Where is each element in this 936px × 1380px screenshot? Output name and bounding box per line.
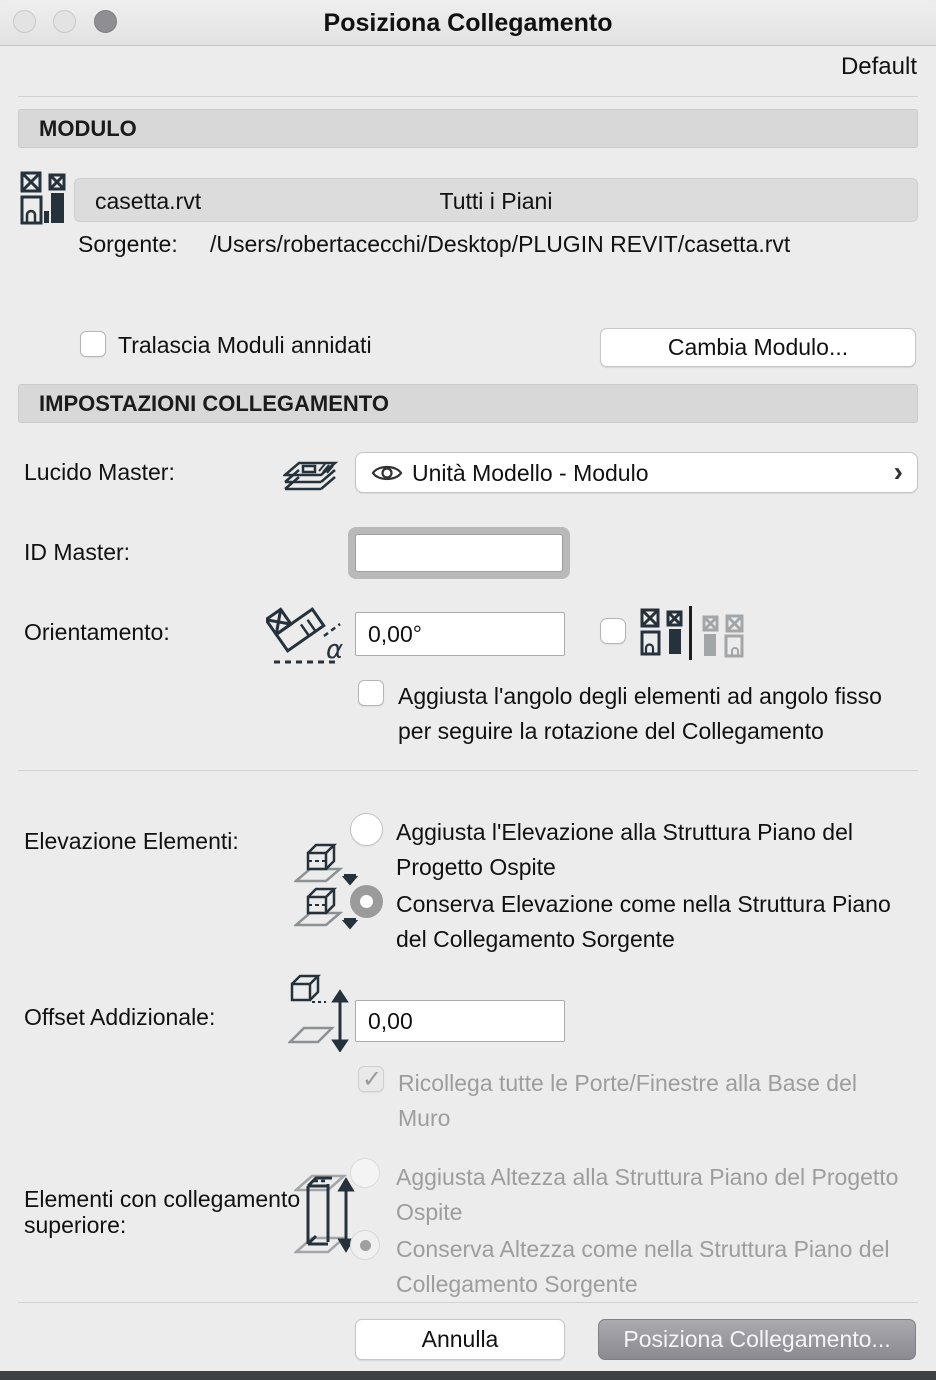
mirror-axis: [689, 606, 692, 660]
section-header-modulo: MODULO: [18, 109, 918, 148]
hotlink-module-icon: [20, 171, 68, 230]
top-link-option-adjust-radio: [350, 1158, 380, 1188]
top-linked-label: Elementi con collegamento superiore:: [24, 1186, 301, 1238]
title-bar[interactable]: [0, 0, 936, 46]
divider: [18, 96, 918, 97]
master-layer-value: Unità Modello - Modulo: [412, 460, 649, 486]
offset-input[interactable]: [355, 1000, 565, 1042]
preset-default[interactable]: Default: [840, 53, 917, 80]
place-hotlink-button[interactable]: Posiziona Collegamento...: [598, 1319, 916, 1360]
elevation-option-adjust-radio[interactable]: [350, 813, 383, 846]
eye-icon: [371, 461, 403, 490]
elevation-label: Elevazione Elementi:: [24, 828, 239, 854]
relink-doors-checkbox: [358, 1066, 384, 1092]
elevation-option-keep-label: Conserva Elevazione come nella Struttura Piano del Collegamento Sorgente: [396, 891, 891, 952]
layers-icon: [283, 449, 339, 500]
master-layer-dropdown[interactable]: [355, 452, 918, 493]
top-link-option-keep-radio: [350, 1230, 380, 1260]
master-id-label: ID Master:: [24, 539, 131, 565]
window-title: Posiziona Collegamento: [323, 9, 613, 37]
chevron-right-icon: [894, 456, 903, 488]
skip-nested-modules-label: Tralascia Moduli annidati: [118, 332, 372, 358]
rotation-angle-icon: [266, 596, 348, 675]
relink-doors-label: Ricollega tutte le Porte/Finestre alla Base del Muro: [398, 1070, 857, 1131]
source-path: /Users/robertacecchi/Desktop/PLUGIN REVIT/casetta.rvt: [210, 231, 791, 257]
master-id-focus-ring: [348, 527, 570, 579]
module-file-field[interactable]: [74, 178, 918, 222]
svg-text:α: α: [326, 635, 344, 665]
window-bottom-edge: [0, 1371, 936, 1380]
offset-icon: [288, 972, 358, 1057]
divider: [18, 770, 918, 771]
elevation-option-keep-radio[interactable]: [350, 885, 383, 918]
change-module-button[interactable]: Cambia Modulo...: [600, 328, 916, 367]
master-id-input[interactable]: [355, 534, 563, 572]
rotation-angle-input[interactable]: [355, 612, 565, 656]
offset-label: Offset Addizionale:: [24, 1004, 216, 1030]
elevation-icon: [294, 843, 360, 940]
adjust-angle-label: Aggiusta l'angolo degli elementi ad angolo fisso per seguire la rotazione del Collegamento: [398, 683, 882, 744]
module-file-name: casetta.rvt: [95, 188, 202, 214]
divider: [18, 1302, 918, 1303]
section-header-impostazioni: IMPOSTAZIONI COLLEGAMENTO: [18, 384, 918, 423]
top-link-option-adjust-label: Aggiusta Altezza alla Struttura Piano del Progetto Ospite: [396, 1164, 899, 1225]
cancel-button[interactable]: Annulla: [355, 1319, 565, 1360]
skip-nested-modules-checkbox[interactable]: [80, 331, 106, 357]
orientation-label: Orientamento:: [24, 619, 170, 645]
top-link-option-keep-label: Conserva Altezza come nella Struttura Piano del Collegamento Sorgente: [396, 1236, 890, 1297]
mirror-checkbox[interactable]: [600, 618, 626, 644]
master-layer-label: Lucido Master:: [24, 459, 175, 485]
module-normal-icon: [640, 608, 686, 661]
elevation-option-adjust-label: Aggiusta l'Elevazione alla Struttura Piano del Progetto Ospite: [396, 819, 854, 880]
module-stories: Tutti i Piani: [439, 188, 553, 214]
adjust-angle-checkbox[interactable]: [358, 680, 384, 706]
module-mirrored-icon: [698, 614, 744, 663]
source-label: Sorgente:: [78, 231, 178, 257]
